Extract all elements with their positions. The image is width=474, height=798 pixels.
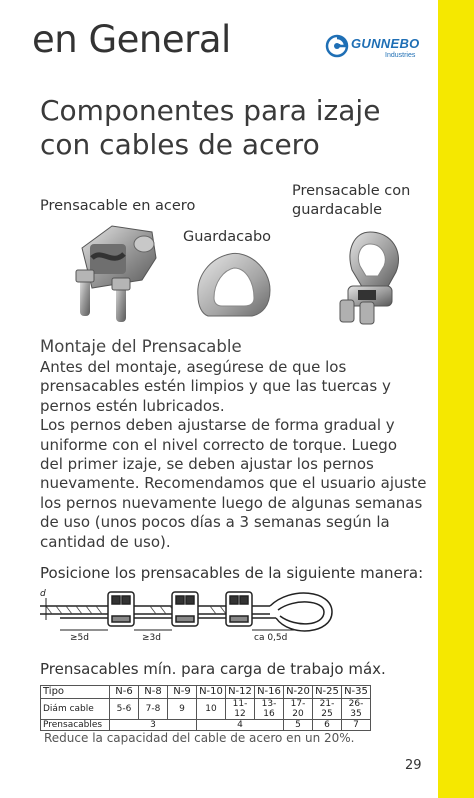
mounting-line: nuevamente. Recomendamos que el usuario ajuste [40, 474, 427, 493]
clip-label: Prensacable en acero [40, 198, 196, 214]
rope-clip [172, 592, 198, 626]
table-row [41, 720, 371, 731]
mounting-line: cantidad de uso). [40, 532, 171, 551]
table-cell: N-12 [226, 686, 255, 699]
mounting-line: Antes del montaje, asegúrese de que los [40, 358, 347, 376]
table-cell: 3 [110, 720, 197, 731]
brand-subtitle: Industries [385, 52, 416, 59]
rope-clip [108, 592, 134, 626]
thimble-label: Guardacabo [183, 229, 272, 245]
table-cell: N-10 [197, 686, 226, 699]
gunnebo-logo-icon [325, 34, 349, 58]
mounting-line: Los pernos deben ajustarse de forma gradual y [40, 416, 395, 435]
table-cell: 21-25 [313, 699, 342, 720]
table-cell: N-20 [284, 686, 313, 699]
mounting-line: de uso (unos pocos días a 3 semanas según la [40, 513, 390, 532]
table-cell: 13-16 [255, 699, 284, 720]
table-cell: Tipo [41, 686, 110, 699]
table-cell: 10 [197, 699, 226, 720]
table-cell: N-9 [168, 686, 197, 699]
mounting-line: uniforme con el nivel correcto de torque. Luego [40, 435, 397, 454]
thimble-image [192, 250, 274, 320]
table-title: Prensacables mín. para carga de trabajo máx. [40, 660, 386, 678]
table-cell: N-16 [255, 686, 284, 699]
mounting-body [40, 358, 440, 552]
clip-thimble-label [292, 182, 410, 220]
subtitle-line: con cables de acero [40, 128, 320, 161]
table-cell: 9 [168, 699, 197, 720]
positioning-title: Posicione los prensacables de la siguiente manera: [40, 564, 424, 582]
capacity-note: Reduce la capacidad del cable de acero en un 20%. [44, 731, 355, 745]
dimension-3d-label: ≥3d [142, 633, 161, 643]
table-cell: N-25 [313, 686, 342, 699]
dimension-ca-label: ca 0,5d [254, 633, 288, 643]
mounting-line: prensacables estén limpios y que las tuercas y [40, 377, 391, 396]
clip-thimble-label-line: guardacable [292, 202, 383, 218]
dimension-5d-label: ≥5d [70, 633, 89, 643]
clip-spec-table [40, 685, 371, 731]
mounting-line: los pernos nuevamente luego de algunas semanas [40, 493, 423, 512]
table-cell: N-6 [110, 686, 139, 699]
mounting-title: Montaje del Prensacable [40, 337, 242, 356]
dimension-d-label: d [40, 589, 46, 599]
rope-strand-hatching [46, 606, 226, 614]
table-cell: N-35 [342, 686, 371, 699]
table-cell: 5 [284, 720, 313, 731]
table-row [41, 686, 371, 699]
subtitle-line: Componentes para izaje [40, 94, 381, 127]
mounting-line: del primer izaje, se deben ajustar los pernos [40, 455, 374, 474]
table-cell: N-8 [139, 686, 168, 699]
page-number: 29 [405, 758, 422, 773]
table-cell: 7 [342, 720, 371, 731]
table-cell: 26-35 [342, 699, 371, 720]
clip-with-thimble-image [330, 228, 410, 328]
table-cell: 17-20 [284, 699, 313, 720]
rope-clip [226, 592, 252, 626]
table-row [41, 699, 371, 720]
page-header-title: en General [32, 18, 231, 61]
gunnebo-logo [325, 34, 430, 64]
yellow-side-bar [438, 0, 474, 798]
wire-rope-clip-image [72, 218, 162, 326]
table-cell: 5-6 [110, 699, 139, 720]
clip-positioning-diagram [40, 584, 360, 644]
table-cell: 4 [197, 720, 284, 731]
mounting-line: pernos estén lubricados. [40, 396, 225, 415]
table-cell: 11-12 [226, 699, 255, 720]
table-cell: 7-8 [139, 699, 168, 720]
table-cell: 6 [313, 720, 342, 731]
clip-thimble-label-line: Prensacable con [292, 183, 411, 199]
page-subtitle [40, 94, 380, 162]
brand-name: GUNNEBO [351, 36, 420, 51]
table-cell: Prensacables [41, 720, 110, 731]
table-cell: Diám cable [41, 699, 110, 720]
